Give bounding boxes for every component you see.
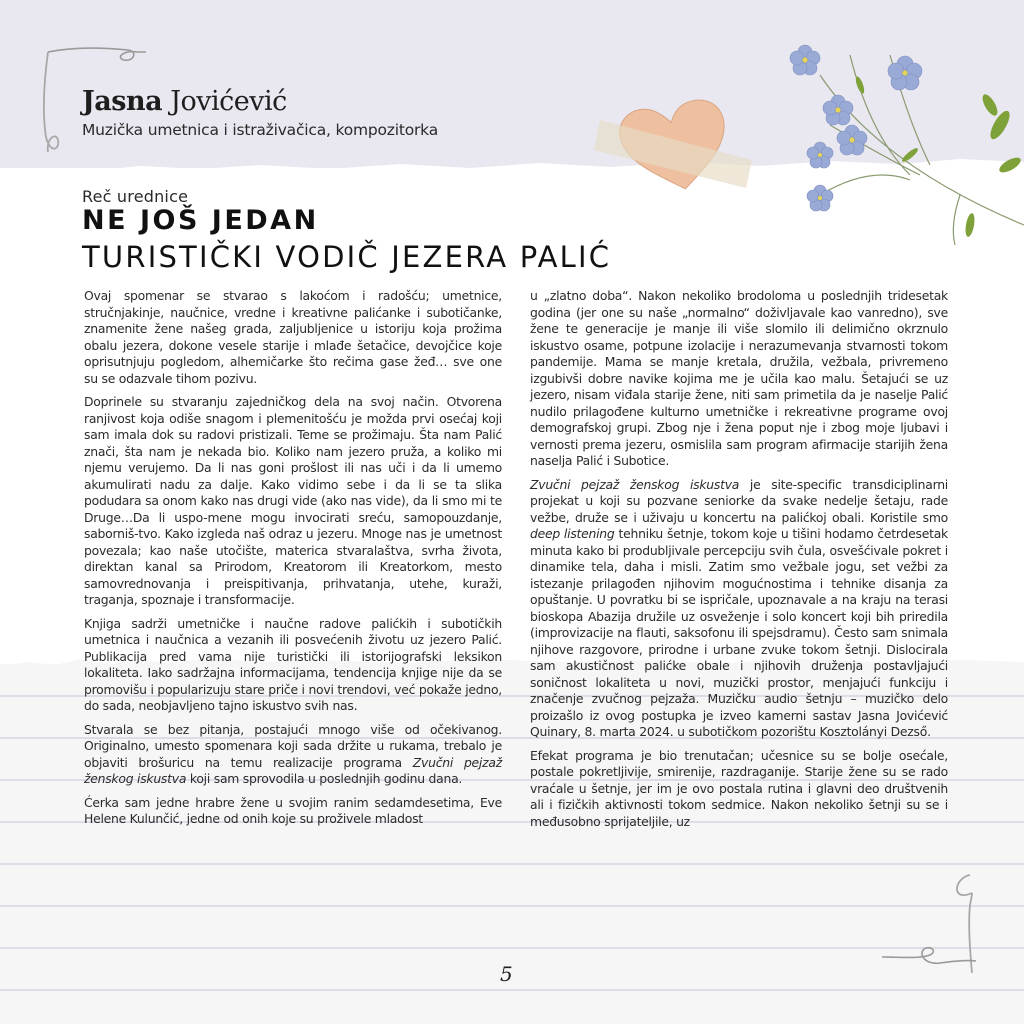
flourish-bottom-right-icon xyxy=(880,865,990,985)
right-column xyxy=(530,288,948,837)
paragraph: u „zlatno doba“. Nakon nekoliko brodoloma u poslednjih tridesetak godina (jer one su naše „normalno“ doživljavale kao vanredno), sve žene te generacije je manje ili više slomilo ili delimično okrznulo iskustvo osame, potpune izolacije i nerazumevanja stvarnosti tokom pandemije. Mama se manje kretala, družila, vežbala, privremeno izgubivši dobre navike kojima me je učila kao malu. Šetajući se uz jezero, nisam viđala starije žene, niti sam primetila da je naselje Palić nudilo prilagođene kulturno umetničke i rekreativne programe ovoj demografskoj grupi. Zbog nje i žena poput nje i zbog moje ljubavi i vernosti prema jezeru, osmislila sam program afirmacije starijih žena naselja Palić i Subotice. xyxy=(530,288,948,468)
author-name xyxy=(82,86,438,117)
paragraph: Doprinele su stvaranju zajedničkog dela na svoj način. Otvorena ranjivost koja odiše snagom i plemenitošću je možda prvi osećaj koji sam imala dok su radovi pristizali. Teme se prožimaju. Šta nam Palić znači, šta nam je nekada bio. Koliko nam jezero pruža, a koliko mi njemu verujemo. Da li nas goni prošlost ili nas uči i da li umemo akumulirati nadu za dalje. Kako vidimo sebe i da li se ta slika podudara sa onom kako nas drugi vide (ako nas vide), da li smo mi te Druge…Da li uspo-mene mogu invocirati sreću, samopouzdanje, saborniš-tvo. Kako izgleda naš odraz u jezeru. Mnoge nas je umetnost povezala; kao naše utočište, materica stvaralaštva, svrha života, direktan kanal sa Prirodom, Kreatorom ili Kreatorkom, mesto samovrednovanja i preispitivanja, prihvatanja, utehe, kuraži, traganja, spoznaje i transformacije. xyxy=(84,394,502,607)
program-title: Zvučni pejzaž ženskog iskustva xyxy=(84,754,502,786)
paragraph xyxy=(84,722,502,788)
paragraph-text: tehniku šetnje, tokom koje u tišini hodamo četrdesetak minuta kako bi produbljivale percepciju svih čula, osvešćivale pokret i dinamike tela, daha i misli. Zatim smo vežbale jogu, set vežbi za istezanje prilagođen njihovim mogućnostima i tehnike disanja za opuštanje. U povratku bi se ispričale, upoznavale a na kraju na terasi bioskopa Abazija družile uz osveženje i solo koncert koji bih priredila (improvizacije na flauti, saksofonu ili spejsdramu). Često sam snimala njihove razgovore, prirodne i urbane zvuke tokom šetnji. Dislocirala sam akustičnost palićke obale i njihovih druženja postavljajući soničnost lokaliteta u novi, muzički prostor, menjajući funkciju i značenje zvučnog pejzaža. Muzičku audio šetnju – muzičko delo proizašlo iz ovog postupka je izveo kamerni sastav Jasna Jovićević Quinary, 8. marta 2024. u subotičkom pozorištu Kosztolányi Dezső. xyxy=(530,526,948,739)
forget-me-not-flowers-icon xyxy=(760,15,1024,265)
page-number: 5 xyxy=(500,962,513,986)
article-kicker: Reč urednice xyxy=(82,187,189,206)
paragraph-text: je site-specific transdiciplinarni projekat u koji su pozvane seniorke da svake nedelje šetaju, rade vežbe, druže se i uživaju u koncertu na palićkoj obali. Koristile smo xyxy=(530,476,948,525)
wooden-heart-icon xyxy=(590,80,760,200)
paragraph: Ovaj spomenar se stvarao s lakoćom i radošću; umetnice, stručnjakinje, naučnice, vredne i kreativne palićanke i subotičanke, znamenite žene našeg grada, zaljubljenice u istoriju koja prožima obalu jezera, dokone vesele starije i mlađe šetačice, devojčice koje oprisutnjuju pogledom, alhemičarke što rečima gase žeđ… sve one su se odazvale tihom pozivu. xyxy=(84,288,502,386)
paragraph xyxy=(530,477,948,741)
author-header xyxy=(82,86,438,139)
technique-term: deep listening xyxy=(530,526,615,541)
left-column xyxy=(84,288,502,835)
paragraph-text: koji sam sprovodila u poslednjih godinu dana. xyxy=(186,771,463,786)
paragraph: Knjiga sadrži umetničke i naučne radove palićkih i subotičkih umetnica i naučnica a vezanih ili posvećenih životu uz jezero Palić. Publikacija pred vama nije turistički ili istorijografski leksikon lokaliteta. Iako sadržajna informacijama, tendencija knjige nije da se promovišu i popularizuju stare priče i novi trendovi, već pokaže jedno, do sada, neobjavljeno tajno iskustvo svih nas. xyxy=(84,615,502,713)
program-title: Zvučni pejzaž ženskog iskustva xyxy=(530,476,740,492)
article-title-line-2: TURISTIČKI VODIČ JEZERA PALIĆ xyxy=(82,240,612,274)
author-role: Muzička umetnica i istraživačica, kompozitorka xyxy=(82,121,438,139)
author-first-name: Jasna xyxy=(82,86,163,117)
paragraph: Efekat programa je bio trenutačan; učesnice su se bolje osećale, postale pokretljivije, smirenije, razdraganije. Starije žene su se rado vraćale u šetnje, jer im je ovo postala rutina i glavni deo društvenih ali i fizičkih aktivnosti tokom sedmice. Nakon nekoliko šetnji su se i međusobno sprijateljile, uz xyxy=(530,747,948,829)
author-last-name: Jovićević xyxy=(170,86,287,117)
paragraph: Ćerka sam jedne hrabre žene u svojim ranim sedamdesetima, Eve Helene Kulunčić, jedne od onih koje su proživele mladost xyxy=(84,794,502,826)
article-title-line-1: NE JOŠ JEDAN xyxy=(82,205,319,236)
paragraph-text: Stvarala se bez pitanja, postajući mnogo više od očekivanog. Originalno, umesto spomenara koji sada držite u rukama, trebalo je objaviti brošuricu na temu realizacije programa xyxy=(84,721,502,770)
